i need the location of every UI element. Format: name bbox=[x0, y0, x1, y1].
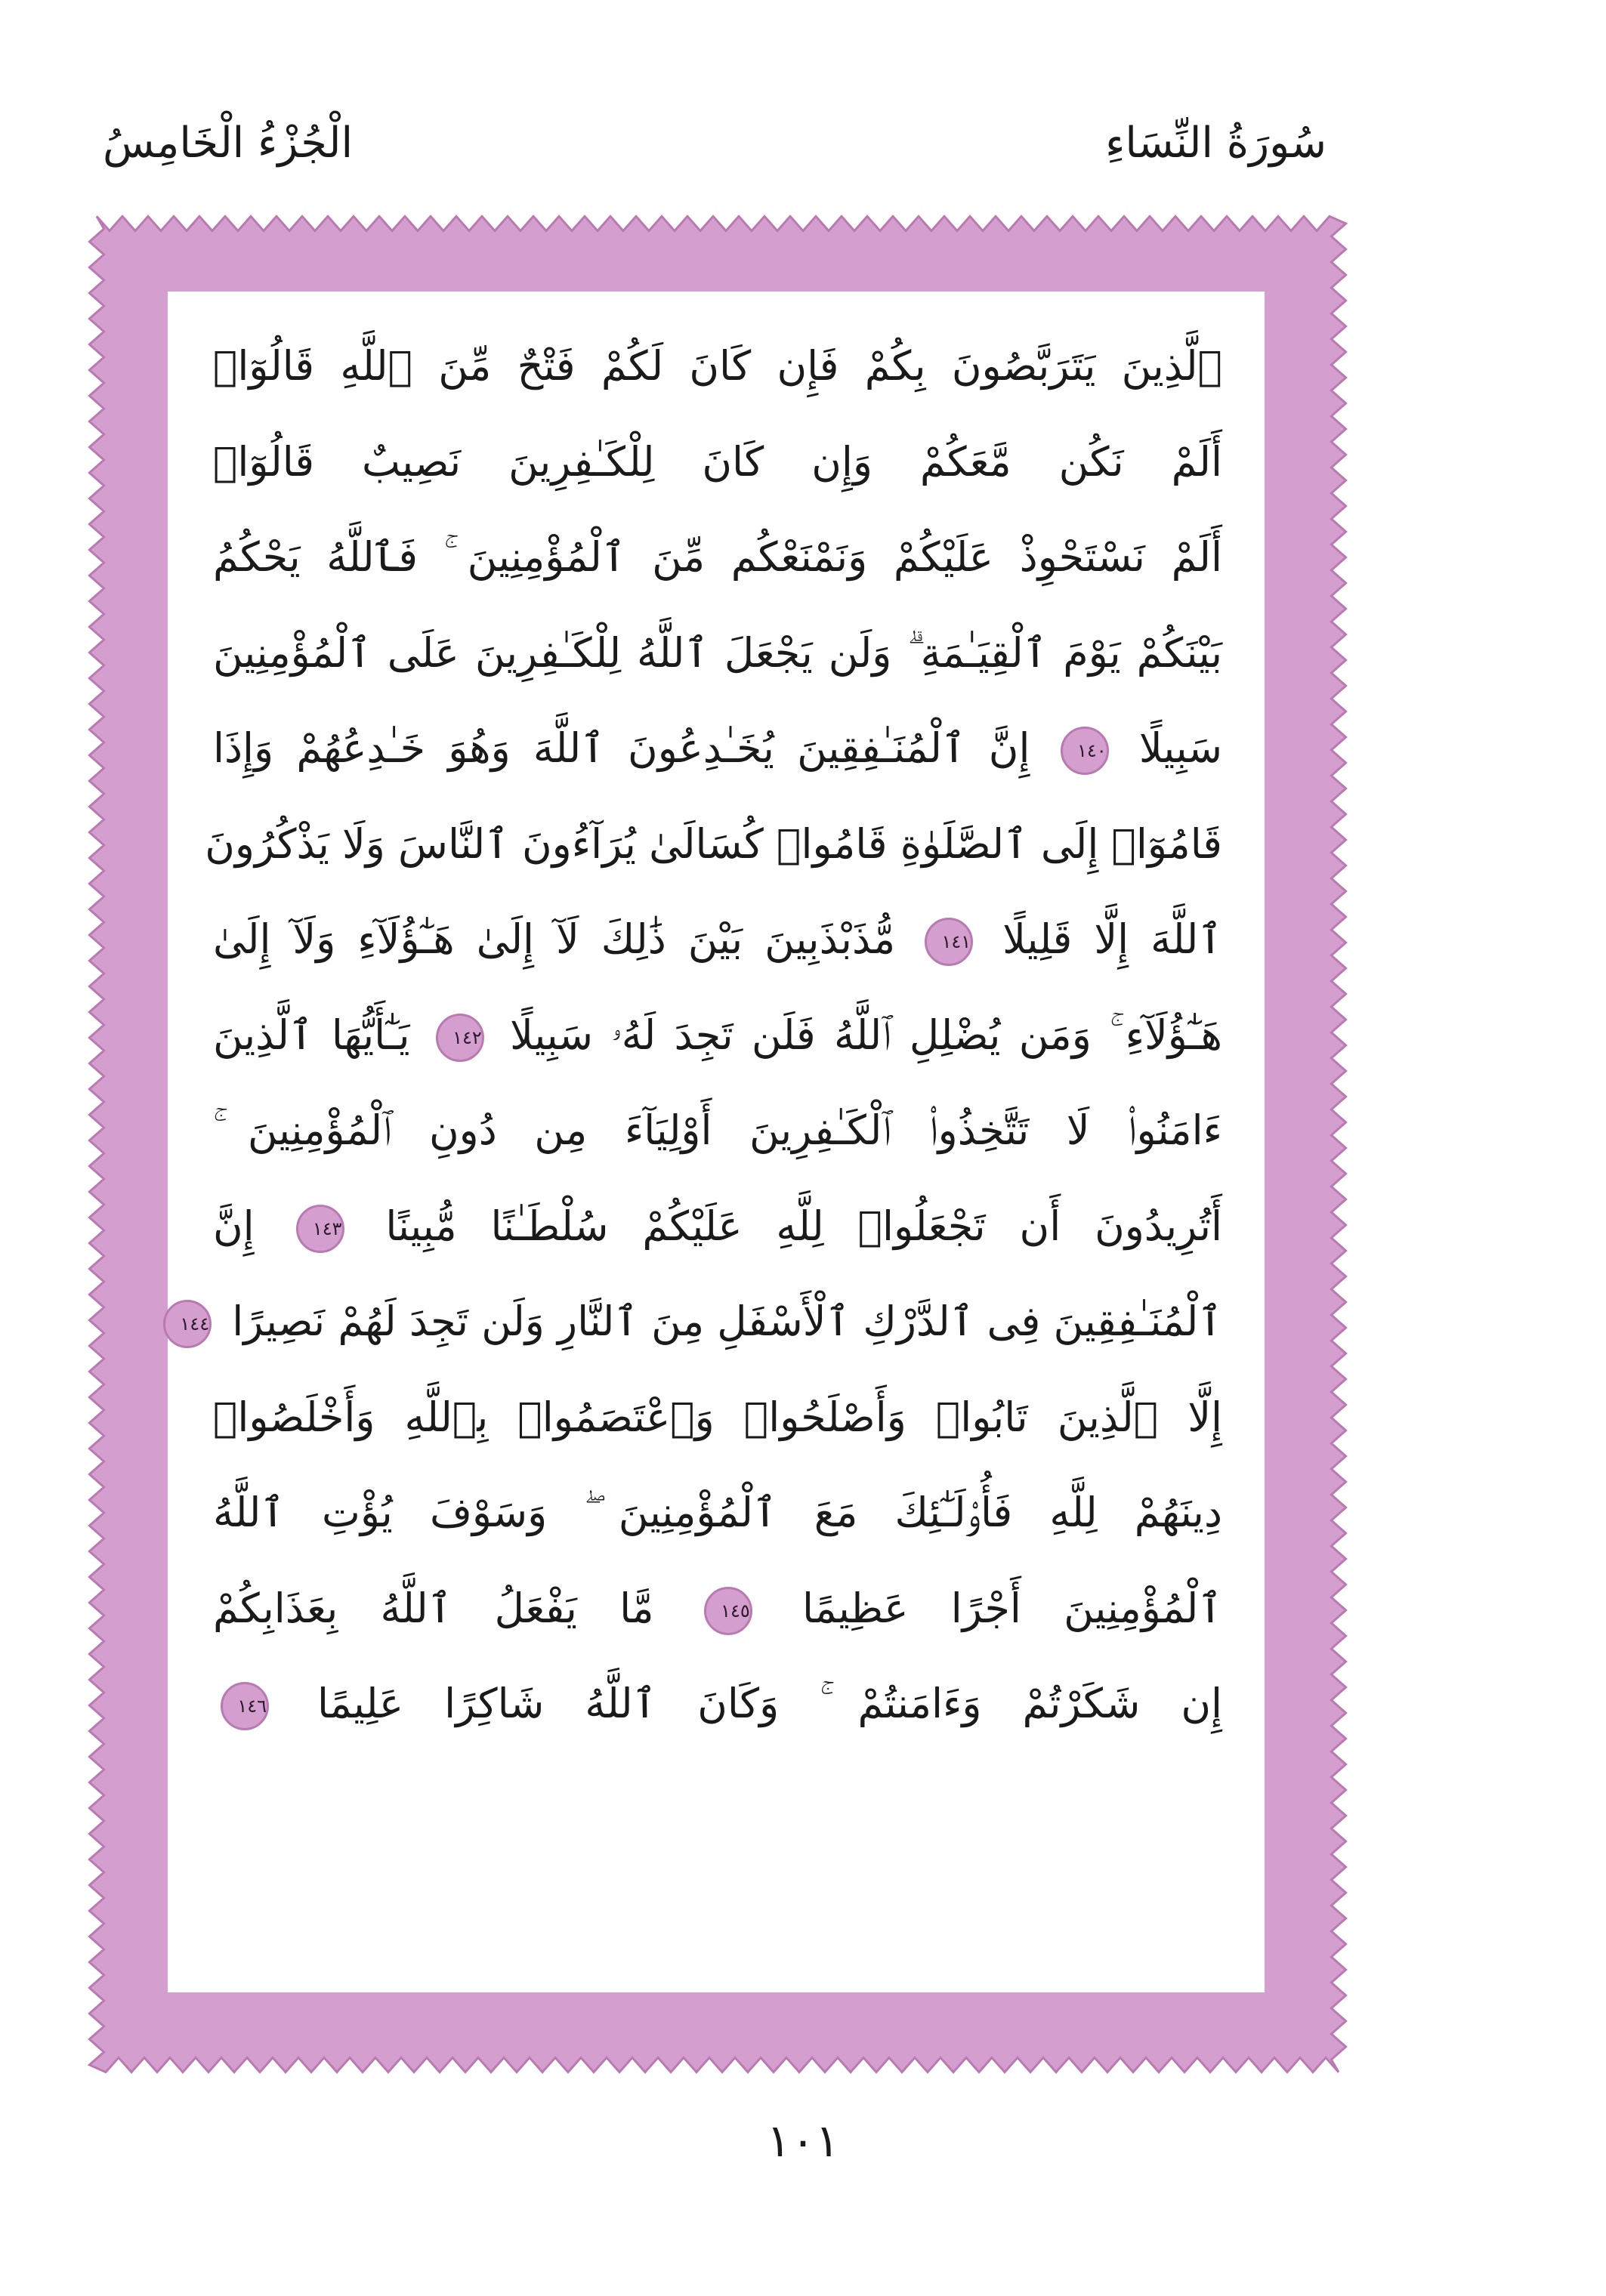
ayah-number-marker: ١٤٣ bbox=[296, 1205, 344, 1253]
page-number: ١٠١ bbox=[766, 2115, 840, 2168]
verse-text: ٱللَّهَ إِلَّا قَلِيلًا bbox=[1002, 915, 1223, 963]
verse-text: أَتُرِيدُونَ أَن تَجْعَلُوا۟ لِلَّهِ عَلَيْكُمْ سُلْطَـٰنًا مُّبِينًا bbox=[385, 1202, 1223, 1250]
surah-name: سُورَةُ النِّسَاءِ bbox=[1105, 119, 1326, 168]
verse-line bbox=[213, 1561, 1222, 1657]
verse-line bbox=[213, 988, 1222, 1084]
verse-line bbox=[213, 701, 1222, 797]
verse-text: هَـٰٓؤُلَآءِ ۚ وَمَن يُضْلِلِ ٱللَّهُ فَلَن تَجِدَ لَهُۥ سَبِيلًا bbox=[510, 1011, 1223, 1059]
verse-line bbox=[213, 606, 1222, 702]
text-panel bbox=[168, 292, 1265, 1992]
ayah-number-marker: ١٤١ bbox=[925, 918, 973, 966]
verse-text: أَلَمْ نَسْتَحْوِذْ عَلَيْكُمْ وَنَمْنَعْكُم مِّنَ ٱلْمُؤْمِنِينَ ۚ فَٱللَّهُ يَحْكُمُ bbox=[213, 533, 1222, 581]
verse-line bbox=[180, 1274, 1222, 1370]
verse-line bbox=[213, 319, 1222, 415]
verse-text: يَـٰٓأَيُّهَا ٱلَّذِينَ bbox=[213, 1011, 410, 1059]
verse-text: إِنَّ bbox=[213, 1202, 255, 1250]
verse-text: ٱلْمُؤْمِنِينَ أَجْرًا عَظِيمًا bbox=[802, 1584, 1223, 1632]
verse-lines bbox=[180, 319, 1223, 1752]
verse-line bbox=[213, 510, 1222, 606]
verse-text: مُّذَبْذَبِينَ بَيْنَ ذَٰلِكَ لَآ إِلَىٰ هَـٰٓؤُلَآءِ وَلَآ إِلَىٰ bbox=[213, 915, 896, 963]
ayah-number-marker: ١٤٠ bbox=[1061, 727, 1109, 775]
verse-text: سَبِيلًا bbox=[1138, 724, 1222, 772]
verse-line bbox=[213, 415, 1222, 511]
verse-text: مَّا يَفْعَلُ ٱللَّهُ بِعَذَابِكُمْ bbox=[213, 1584, 654, 1632]
verse-text: بَيْنَكُمْ يَوْمَ ٱلْقِيَـٰمَةِ ۗ وَلَن يَجْعَلَ ٱللَّهُ لِلْكَـٰفِرِينَ عَلَى ٱلْمُؤْمِنِينَ bbox=[213, 628, 1222, 677]
verse-text: ٱلْمُنَـٰفِقِينَ فِى ٱلدَّرْكِ ٱلْأَسْفَلِ مِنَ ٱلنَّارِ وَلَن تَجِدَ لَهُمْ نَصِيرًا bbox=[232, 1298, 1222, 1345]
verse-line bbox=[213, 1179, 1222, 1275]
verse-line bbox=[213, 892, 1222, 988]
verse-line bbox=[205, 797, 1222, 893]
verse-line bbox=[213, 1465, 1222, 1561]
verse-line bbox=[213, 1370, 1222, 1466]
verse-text: إِنَّ ٱلْمُنَـٰفِقِينَ يُخَـٰدِعُونَ ٱللَّهَ وَهُوَ خَـٰدِعُهُمْ وَإِذَا bbox=[213, 724, 1030, 772]
ayah-number-marker: ١٤٥ bbox=[704, 1587, 752, 1635]
verse-text: ءَامَنُوا۟ لَا تَتَّخِذُوا۟ ٱلْكَـٰفِرِينَ أَوْلِيَآءَ مِن دُونِ ٱلْمُؤْمِنِينَ ۚ bbox=[213, 1106, 1222, 1154]
ayah-number-marker: ١٤٢ bbox=[436, 1014, 484, 1062]
verse-text: دِينَهُمْ لِلَّهِ فَأُو۟لَـٰٓئِكَ مَعَ ٱلْمُؤْمِنِينَ ۖ وَسَوْفَ يُؤْتِ ٱللَّهُ bbox=[213, 1489, 1222, 1536]
verse-text: أَلَمْ نَكُن مَّعَكُمْ وَإِن كَانَ لِلْكَـٰفِرِينَ نَصِيبٌ قَالُوٓا۟ bbox=[213, 437, 1222, 486]
ayah-number-marker: ١٤٤ bbox=[163, 1300, 212, 1348]
verse-text: ٱلَّذِينَ يَتَرَبَّصُونَ بِكُمْ فَإِن كَانَ لَكُمْ فَتْحٌ مِّنَ ٱللَّهِ قَالُوٓا۟ bbox=[213, 342, 1222, 390]
verse-line bbox=[213, 1083, 1222, 1179]
verse-text: إِن شَكَرْتُمْ وَءَامَنتُمْ ۚ وَكَانَ ٱللَّهُ شَاكِرًا عَلِيمًا bbox=[317, 1680, 1222, 1727]
verse-text: إِلَّا ٱلَّذِينَ تَابُوا۟ وَأَصْلَحُوا۟ وَٱعْتَصَمُوا۟ بِٱللَّهِ وَأَخْلَصُوا۟ bbox=[213, 1393, 1222, 1441]
ayah-number-marker: ١٤٦ bbox=[221, 1682, 269, 1730]
verse-line bbox=[213, 1656, 1222, 1752]
juz-name: الْجُزْءُ الْخَامِسُ bbox=[103, 119, 354, 168]
verse-text: قَامُوٓا۟ إِلَى ٱلصَّلَوٰةِ قَامُوا۟ كُسَالَىٰ يُرَآءُونَ ٱلنَّاسَ وَلَا يَذْكُرُونَ bbox=[205, 819, 1222, 868]
